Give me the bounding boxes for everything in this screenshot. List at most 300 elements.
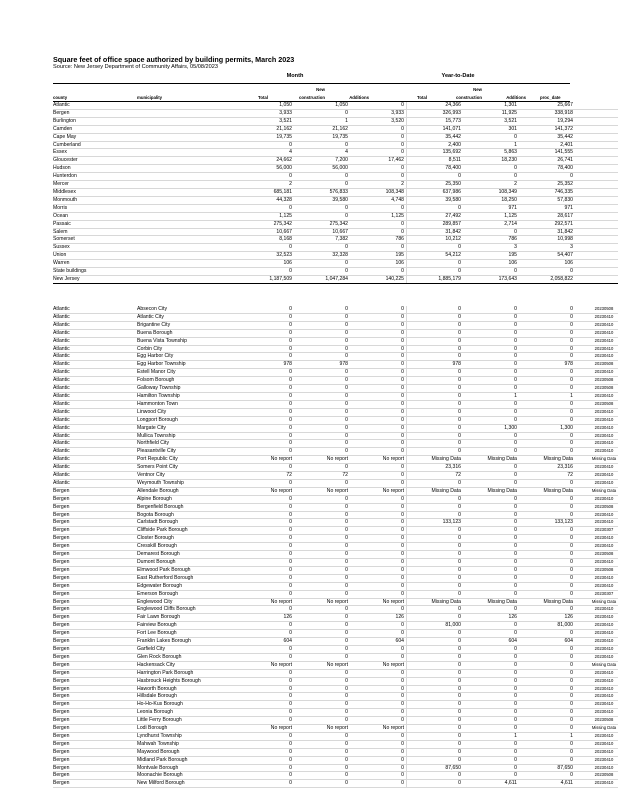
cell-month-additions: 0 (350, 693, 407, 701)
cell-month-additions: 0 (350, 432, 407, 440)
cell-proc-date (575, 268, 618, 276)
cell-ytd-total: 0 (407, 416, 464, 424)
cell-ytd-total: 0 (407, 377, 464, 385)
cell-month-additions: 0 (350, 149, 407, 157)
cell-month-total: 0 (238, 685, 294, 693)
col-county: county (53, 95, 68, 100)
municipality-row (53, 321, 618, 329)
cell-municipality: Closter Borough (137, 535, 238, 543)
cell-month-additions: 0 (350, 416, 407, 424)
cell-month-total: 0 (238, 313, 294, 321)
cell-municipality (137, 260, 238, 268)
cell-ytd-total: 0 (407, 685, 464, 693)
cell-ytd-additions: 19,294 (519, 117, 575, 125)
cell-county: Atlantic (53, 456, 137, 464)
cell-proc-date (575, 109, 618, 117)
cell-county: Atlantic (53, 448, 137, 456)
cell-month-additions: 0 (350, 772, 407, 780)
cell-ytd-new: 0 (463, 345, 519, 353)
cell-proc-date (575, 117, 618, 125)
cell-ytd-total: 0 (407, 424, 464, 432)
cell-municipality: Margate City (137, 424, 238, 432)
cell-ytd-total: 0 (407, 614, 464, 622)
cell-proc-date: 20230410 (575, 337, 618, 345)
cell-month-total: 21,162 (238, 125, 294, 133)
cell-municipality: Lodi Borough (137, 725, 238, 733)
cell-month-new: 0 (294, 495, 350, 503)
cell-month-total: 0 (238, 464, 294, 472)
cell-ytd-new: 0 (463, 337, 519, 345)
cell-county: Atlantic (53, 321, 137, 329)
cell-ytd-total: 54,212 (407, 252, 464, 260)
cell-month-total: 44,328 (238, 196, 294, 204)
cell-ytd-total: 0 (407, 606, 464, 614)
cell-municipality: New Milford Borough (137, 780, 238, 788)
cell-municipality: Hackensack City (137, 661, 238, 669)
cell-county: Bergen (53, 638, 137, 646)
cell-proc-date (575, 252, 618, 260)
cell-month-additions: 3,933 (350, 109, 407, 117)
cell-ytd-additions: 0 (519, 543, 575, 551)
cell-ytd-additions: 0 (519, 685, 575, 693)
cell-proc-date: 20230508 (575, 361, 618, 369)
cell-ytd-new: 0 (463, 503, 519, 511)
cell-month-total: 604 (238, 638, 294, 646)
cell-month-new: 0 (294, 732, 350, 740)
county-row (53, 109, 618, 117)
cell-ytd-new: Missing Data (463, 598, 519, 606)
cell-month-total: 0 (238, 582, 294, 590)
cell-month-total: 0 (238, 141, 294, 149)
cell-ytd-additions: 72 (519, 472, 575, 480)
cell-county: Bergen (53, 535, 137, 543)
cell-month-total: 0 (238, 709, 294, 717)
cell-municipality: Glen Rock Borough (137, 653, 238, 661)
cell-ytd-new: 0 (463, 448, 519, 456)
cell-ytd-new: 5,863 (463, 149, 519, 157)
cell-proc-date (575, 181, 618, 189)
cell-municipality: Longport Borough (137, 416, 238, 424)
cell-month-additions: 0 (350, 125, 407, 133)
cell-month-total: 0 (238, 677, 294, 685)
cell-month-new: 0 (294, 109, 350, 117)
cell-municipality: Hasbrouck Heights Borough (137, 677, 238, 685)
cell-ytd-total: 0 (407, 511, 464, 519)
cell-month-new: 0 (294, 268, 350, 276)
cell-month-total: 275,342 (238, 220, 294, 228)
cell-municipality: Estell Manor City (137, 369, 238, 377)
cell-month-total: 0 (238, 559, 294, 567)
municipality-row (53, 464, 618, 472)
cell-month-total: 106 (238, 260, 294, 268)
cell-month-additions: 0 (350, 392, 407, 400)
cell-municipality (137, 196, 238, 204)
cell-proc-date: 20230410 (575, 732, 618, 740)
cell-ytd-additions: 1 (519, 732, 575, 740)
municipality-row (53, 638, 618, 646)
cell-ytd-total: 31,842 (407, 228, 464, 236)
cell-county: Atlantic (53, 337, 137, 345)
cell-month-new: 0 (294, 400, 350, 408)
cell-month-total: 0 (238, 503, 294, 511)
cell-month-total: 0 (238, 717, 294, 725)
cell-ytd-new: 0 (463, 133, 519, 141)
municipality-row (53, 732, 618, 740)
cell-ytd-new: 0 (463, 543, 519, 551)
municipality-row (53, 559, 618, 567)
col-month-total: Total (258, 95, 268, 100)
cell-month-total: 0 (238, 479, 294, 487)
col-ytd-new: construction (455, 95, 482, 100)
cell-month-total: 0 (238, 748, 294, 756)
cell-ytd-additions: 0 (519, 590, 575, 598)
cell-month-total: 0 (238, 622, 294, 630)
cell-ytd-additions: 35,442 (519, 133, 575, 141)
cell-ytd-additions: 0 (519, 582, 575, 590)
cell-ytd-new: 0 (463, 566, 519, 574)
cell-month-new: No report (294, 661, 350, 669)
cell-ytd-total: 0 (407, 740, 464, 748)
cell-municipality: Bergenfield Borough (137, 503, 238, 511)
cell-proc-date (575, 157, 618, 165)
cell-ytd-new: 173,643 (463, 275, 519, 283)
cell-month-additions: 17,462 (350, 157, 407, 165)
cell-month-total: 0 (238, 511, 294, 519)
cell-proc-date: 20230410 (575, 543, 618, 551)
cell-municipality: Bogota Borough (137, 511, 238, 519)
cell-ytd-new: 971 (463, 204, 519, 212)
cell-ytd-additions: 0 (519, 385, 575, 393)
county-row (53, 149, 618, 157)
cell-ytd-additions: 0 (519, 701, 575, 709)
cell-county: Atlantic (53, 416, 137, 424)
municipality-row (53, 353, 618, 361)
cell-proc-date: 20230410 (575, 321, 618, 329)
cell-ytd-total: 0 (407, 503, 464, 511)
cell-ytd-total: 0 (407, 582, 464, 590)
cell-county: Passaic (53, 220, 137, 228)
cell-month-additions: 0 (350, 701, 407, 709)
cell-county: Warren (53, 260, 137, 268)
cell-proc-date: Missing Data (575, 456, 618, 464)
cell-ytd-total: Missing Data (407, 598, 464, 606)
cell-month-additions: 0 (350, 472, 407, 480)
cell-municipality: Atlantic City (137, 313, 238, 321)
cell-ytd-additions: 0 (519, 756, 575, 764)
cell-ytd-new: Missing Data (463, 456, 519, 464)
cell-municipality: Moonachie Borough (137, 772, 238, 780)
cell-month-total: 8,168 (238, 236, 294, 244)
cell-month-total: 0 (238, 416, 294, 424)
cell-month-new: 0 (294, 693, 350, 701)
county-row (53, 228, 618, 236)
cell-proc-date (575, 141, 618, 149)
cell-county: Mercer (53, 181, 137, 189)
cell-proc-date: 20230307 (575, 527, 618, 535)
cell-ytd-total: 0 (407, 677, 464, 685)
cell-municipality (137, 275, 238, 283)
cell-ytd-additions: 54,407 (519, 252, 575, 260)
cell-month-additions: 0 (350, 133, 407, 141)
cell-proc-date: 20230508 (575, 772, 618, 780)
cell-ytd-additions: 0 (519, 725, 575, 733)
municipality-row (53, 511, 618, 519)
cell-month-total: 0 (238, 772, 294, 780)
cell-proc-date (575, 149, 618, 157)
cell-municipality (137, 173, 238, 181)
cell-county: Middlesex (53, 188, 137, 196)
county-row (53, 157, 618, 165)
cell-county: Bergen (53, 614, 137, 622)
cell-ytd-new: 0 (463, 306, 519, 313)
col-municipality: municipality (137, 95, 163, 100)
cell-ytd-additions: 141,555 (519, 149, 575, 157)
cell-ytd-total: 0 (407, 400, 464, 408)
cell-month-additions: 0 (350, 764, 407, 772)
cell-municipality (137, 204, 238, 212)
cell-proc-date: 20230410 (575, 756, 618, 764)
municipality-row (53, 369, 618, 377)
cell-month-new: 0 (294, 141, 350, 149)
cell-month-additions: 0 (350, 622, 407, 630)
cell-month-total: 0 (238, 693, 294, 701)
cell-month-additions: 0 (350, 630, 407, 638)
cell-month-new: No report (294, 456, 350, 464)
cell-municipality: Alpine Borough (137, 495, 238, 503)
cell-proc-date: 20230410 (575, 606, 618, 614)
cell-municipality: Weymouth Township (137, 479, 238, 487)
cell-county: Monmouth (53, 196, 137, 204)
cell-proc-date: 20230410 (575, 329, 618, 337)
cell-ytd-new: 0 (463, 377, 519, 385)
cell-month-additions: 0 (350, 590, 407, 598)
cell-county: Bergen (53, 772, 137, 780)
cell-month-new: 0 (294, 337, 350, 345)
cell-proc-date: 20230410 (575, 574, 618, 582)
municipality-row (53, 598, 618, 606)
cell-month-new: 0 (294, 740, 350, 748)
cell-month-new: 0 (294, 622, 350, 630)
cell-proc-date (575, 196, 618, 204)
cell-month-total: 0 (238, 345, 294, 353)
cell-municipality: Franklin Lakes Borough (137, 638, 238, 646)
cell-month-additions: 0 (350, 685, 407, 693)
cell-ytd-new: 0 (463, 432, 519, 440)
cell-proc-date: 20230410 (575, 511, 618, 519)
cell-month-total: 0 (238, 369, 294, 377)
cell-ytd-additions: 0 (519, 503, 575, 511)
cell-month-total: 0 (238, 400, 294, 408)
cell-proc-date (575, 236, 618, 244)
cell-ytd-new: 0 (463, 551, 519, 559)
cell-municipality: Dumont Borough (137, 559, 238, 567)
municipality-row (53, 772, 618, 780)
col-ytd-total: Total (417, 95, 427, 100)
cell-month-new: 0 (294, 313, 350, 321)
county-row (53, 141, 618, 149)
cell-county: Atlantic (53, 479, 137, 487)
municipality-row (53, 669, 618, 677)
cell-county: Atlantic (53, 369, 137, 377)
cell-month-additions: 0 (350, 653, 407, 661)
cell-month-additions: 0 (350, 709, 407, 717)
cell-proc-date: 20230410 (575, 709, 618, 717)
cell-month-new: 10,667 (294, 228, 350, 236)
municipality-row (53, 345, 618, 353)
cell-county: Bergen (53, 709, 137, 717)
municipality-row (53, 582, 618, 590)
cell-ytd-total: 289,857 (407, 220, 464, 228)
cell-ytd-new: 0 (463, 416, 519, 424)
cell-proc-date: 20230410 (575, 464, 618, 472)
col-month-new: construction (298, 95, 325, 100)
cell-proc-date (575, 173, 618, 181)
cell-county: Camden (53, 125, 137, 133)
cell-month-additions: 0 (350, 377, 407, 385)
municipality-row (53, 424, 618, 432)
cell-month-total: 0 (238, 606, 294, 614)
cell-month-new: 0 (294, 756, 350, 764)
cell-month-total: 0 (238, 306, 294, 313)
cell-ytd-additions: 0 (519, 268, 575, 276)
municipality-row (53, 377, 618, 385)
cell-proc-date: 20230410 (575, 408, 618, 416)
municipality-row (53, 495, 618, 503)
cell-ytd-total: 0 (407, 590, 464, 598)
cell-ytd-total: 0 (407, 440, 464, 448)
cell-month-additions: No report (350, 487, 407, 495)
cell-ytd-new: 0 (463, 630, 519, 638)
cell-ytd-total: 0 (407, 772, 464, 780)
cell-ytd-new: 0 (463, 464, 519, 472)
cell-ytd-total: 23,316 (407, 464, 464, 472)
cell-county: Somerset (53, 236, 137, 244)
cell-month-new: 0 (294, 748, 350, 756)
municipality-detail-table (53, 306, 618, 788)
cell-month-new: 0 (294, 385, 350, 393)
cell-month-additions: 0 (350, 408, 407, 416)
cell-month-additions: 0 (350, 228, 407, 236)
county-row (53, 181, 618, 189)
cell-county: Bergen (53, 487, 137, 495)
municipality-row (53, 416, 618, 424)
cell-ytd-total: 10,212 (407, 236, 464, 244)
cell-proc-date (575, 204, 618, 212)
cell-ytd-new: 604 (463, 638, 519, 646)
cell-month-new: 0 (294, 432, 350, 440)
cell-month-new: 0 (294, 582, 350, 590)
cell-ytd-total: 637,986 (407, 188, 464, 196)
cell-month-new: 0 (294, 448, 350, 456)
cell-ytd-total: 0 (407, 551, 464, 559)
cell-month-total: No report (238, 661, 294, 669)
cell-month-new: 0 (294, 764, 350, 772)
cell-month-total: 0 (238, 268, 294, 276)
cell-proc-date: 20230410 (575, 740, 618, 748)
municipality-row (53, 614, 618, 622)
cell-county: Bergen (53, 511, 137, 519)
cell-ytd-additions: 2,401 (519, 141, 575, 149)
cell-proc-date (575, 133, 618, 141)
cell-month-new: 0 (294, 630, 350, 638)
cell-county: Bergen (53, 748, 137, 756)
cell-county: Bergen (53, 598, 137, 606)
cell-municipality (137, 212, 238, 220)
cell-ytd-total: 0 (407, 756, 464, 764)
cell-ytd-total: 141,071 (407, 125, 464, 133)
cell-month-additions: 4,748 (350, 196, 407, 204)
cell-month-additions: 195 (350, 252, 407, 260)
cell-ytd-total: 27,492 (407, 212, 464, 220)
cell-municipality: East Rutherford Borough (137, 574, 238, 582)
cell-month-total: 0 (238, 732, 294, 740)
cell-ytd-new: 11,925 (463, 109, 519, 117)
cell-municipality (137, 157, 238, 165)
cell-ytd-total: 0 (407, 717, 464, 725)
cell-proc-date: 20230410 (575, 440, 618, 448)
municipality-row (53, 677, 618, 685)
cell-month-new: 0 (294, 260, 350, 268)
cell-month-additions: 0 (350, 677, 407, 685)
cell-county: Bergen (53, 717, 137, 725)
cell-month-new: 56,000 (294, 165, 350, 173)
cell-ytd-total: 0 (407, 653, 464, 661)
cell-month-additions: 0 (350, 543, 407, 551)
cell-month-total: 19,735 (238, 133, 294, 141)
cell-ytd-additions: 141,372 (519, 125, 575, 133)
cell-proc-date: 20230410 (575, 614, 618, 622)
cell-month-additions: 0 (350, 535, 407, 543)
cell-month-total: 0 (238, 535, 294, 543)
cell-proc-date: 20230410 (575, 448, 618, 456)
cell-ytd-total: 0 (407, 479, 464, 487)
cell-proc-date: 20230410 (575, 630, 618, 638)
municipality-row (53, 701, 618, 709)
cell-proc-date (575, 244, 618, 252)
cell-ytd-total: 0 (407, 748, 464, 756)
cell-county: Bergen (53, 551, 137, 559)
municipality-row (53, 630, 618, 638)
cell-ytd-additions: 0 (519, 748, 575, 756)
cell-county: Bergen (53, 732, 137, 740)
cell-ytd-additions: 1 (519, 392, 575, 400)
cell-proc-date: 20230410 (575, 701, 618, 709)
cell-month-new: 0 (294, 377, 350, 385)
cell-ytd-new: 0 (463, 574, 519, 582)
cell-month-total: 0 (238, 353, 294, 361)
cell-ytd-additions: 106 (519, 260, 575, 268)
cell-month-new: 0 (294, 653, 350, 661)
cell-county: Salem (53, 228, 137, 236)
cell-month-new: 0 (294, 685, 350, 693)
cell-month-additions: 0 (350, 337, 407, 345)
cell-municipality: Cresskill Borough (137, 543, 238, 551)
cell-month-new: 0 (294, 479, 350, 487)
cell-month-additions: 604 (350, 638, 407, 646)
cell-county: Morris (53, 204, 137, 212)
cell-month-additions: 0 (350, 740, 407, 748)
cell-month-new: 0 (294, 638, 350, 646)
cell-month-additions: 0 (350, 574, 407, 582)
cell-ytd-additions: 78,400 (519, 165, 575, 173)
cell-county: Bergen (53, 740, 137, 748)
cell-county: Bergen (53, 693, 137, 701)
cell-month-new: 0 (294, 551, 350, 559)
cell-municipality (137, 268, 238, 276)
cell-ytd-additions: 0 (519, 645, 575, 653)
cell-month-total: 0 (238, 740, 294, 748)
cell-month-total: 56,000 (238, 165, 294, 173)
